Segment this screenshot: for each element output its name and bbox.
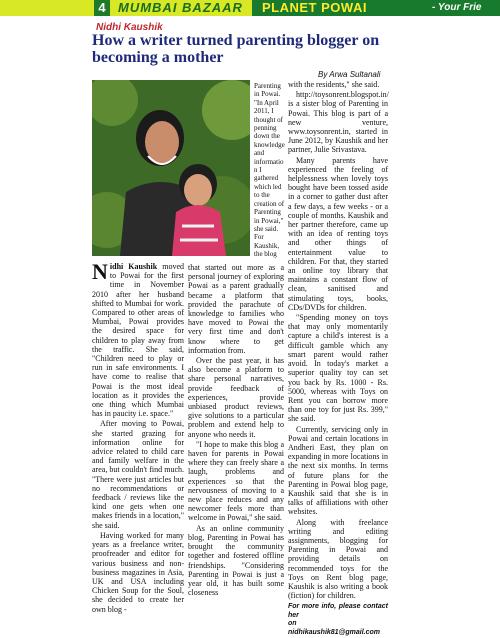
paragraph: "I hope to make this blog a haven for parents in Powai where they can freely share a laugh, problems and experiences so that the nervousness of moving to a new place reduces and any newcomer feels more than welcome in Powai," she said. [188,439,284,523]
article-photo [92,80,250,256]
text-column-right [288,80,388,638]
subject-label: Nidhi Kaushik [96,22,163,33]
paragraph: that started out more as a personal journey of exploring Powai as a parent gradually became a platform that provided the parachute of knowledge to families who have moved to Powai the very first time and don't know where to get information from. [188,263,284,355]
drop-cap: N [92,259,108,284]
paragraph: with the residents," she said. [288,80,380,89]
lead-text: moved to Powai for the first time in November 2010 after her husband shifted to Mumbai for work. Compared to other areas of Mumbai, Powai provides the desired space for children to play away from the traffic. She said, "Children need to play or run in safe environments. I have come to realise that Powai is the most ideal location as it provides the one thing which Mumbai has in paucity i.e. space." [92,262,184,419]
paragraph: Over the past year, it has also become a platform to share personal narratives, provide feedback of experiences, provide unbiased product reviews, give solutions to a particular problem and extend help to anyone who needs it. [188,356,284,439]
contact-email: on nidhikaushik81@gmail.com [288,620,381,636]
publication-name: MUMBAI BAZAAR [118,0,243,15]
paragraph: http://toysonrent.blogspot.in/ is a sister blog of Parenting in Powai. This blog is part of a new venture, www.toysonrent.in, started in June 2012, by Kaushik and her partner, Julie Srivastava. [288,90,389,155]
text-column-middle [188,263,284,598]
paragraph: Along with freelance writing and editing assignments, blogging for Parenting in Powai and providing details on recommended toys for the Toys on Rent blog page, Kaushik is also writing a book (fiction) for children. [288,517,388,601]
paragraph: Having worked for many years as a freelance writer, proofreader and editor for various business and non-business magazines in Asia, UK and USA including Chicken Soup for the Soul, she decided to create her own blog - [92,530,184,614]
paragraph: Currently, servicing only in Powai and certain locations in Andheri East, they plan on expanding in more locations in the next six months. In terms of future plans for the Parenting in Powai blog page, Kaushik said that she is in talks of affiliations with other websites. [288,424,388,517]
text-column-left [92,259,184,615]
contact-info-line: For more info, please contact her [288,603,388,619]
paragraph: As an online community blog, Parenting in Powai has brought the community together and fostered offline friendships. "Considering Parenting in Powai is just a year old, it has built some closeness [188,523,284,598]
lead-name: idhi Kaushik [109,262,158,271]
mother-daughter-photo [92,80,250,256]
contact-info [288,603,388,637]
headline: How a writer turned parenting blogger on becoming a mother [92,32,380,66]
paragraph: Parenting in Powai. "In April 2011, I thought of penning down the knowledge and information I gathered which led to the creation of Parenting in Powai," she said. For Kaushik, the blog [254,82,285,259]
paragraph: Many parents have experienced the feeling of helplessness when lovely toys bought have been tossed aside in a corner to gather dust after a few days, a few weeks - or a couple of months. Kaushik and her partner therefore, came up with an idea of renting toys and other things of entertainment value to children. For that, they started an online toy library that maintains a constant flow of clean, sanitised and stimulating toys, books, CDs/DVDs for children. [288,155,388,312]
page-number: 4 [94,0,110,16]
lead-paragraph [92,259,184,419]
byline: By Arwa Sultanali [318,70,381,79]
paragraph: "Spending money on toys that may only momentarily capture a child's interest is a difficult gamble which any smart parent would rather avoid. In today's market a superior quality toy can set you back by Rs. 1000 - Rs. 5000, whereas with Toys on Rent you can borrow more than one toy for just Rs. 399," she said. [288,313,388,424]
section-tagline: - Your Frie [432,2,482,13]
section-title: PLANET POWAI [262,0,367,15]
paragraph: After moving to Powai, she started grazing for information online for advice related to child care and family welfare in the area, but couldn't find much. "There were just articles but no recommendations or feedback / reviews like the kind one gets when one makes friends in a location," she said. [92,419,184,530]
text-column-beside-photo [254,82,286,259]
